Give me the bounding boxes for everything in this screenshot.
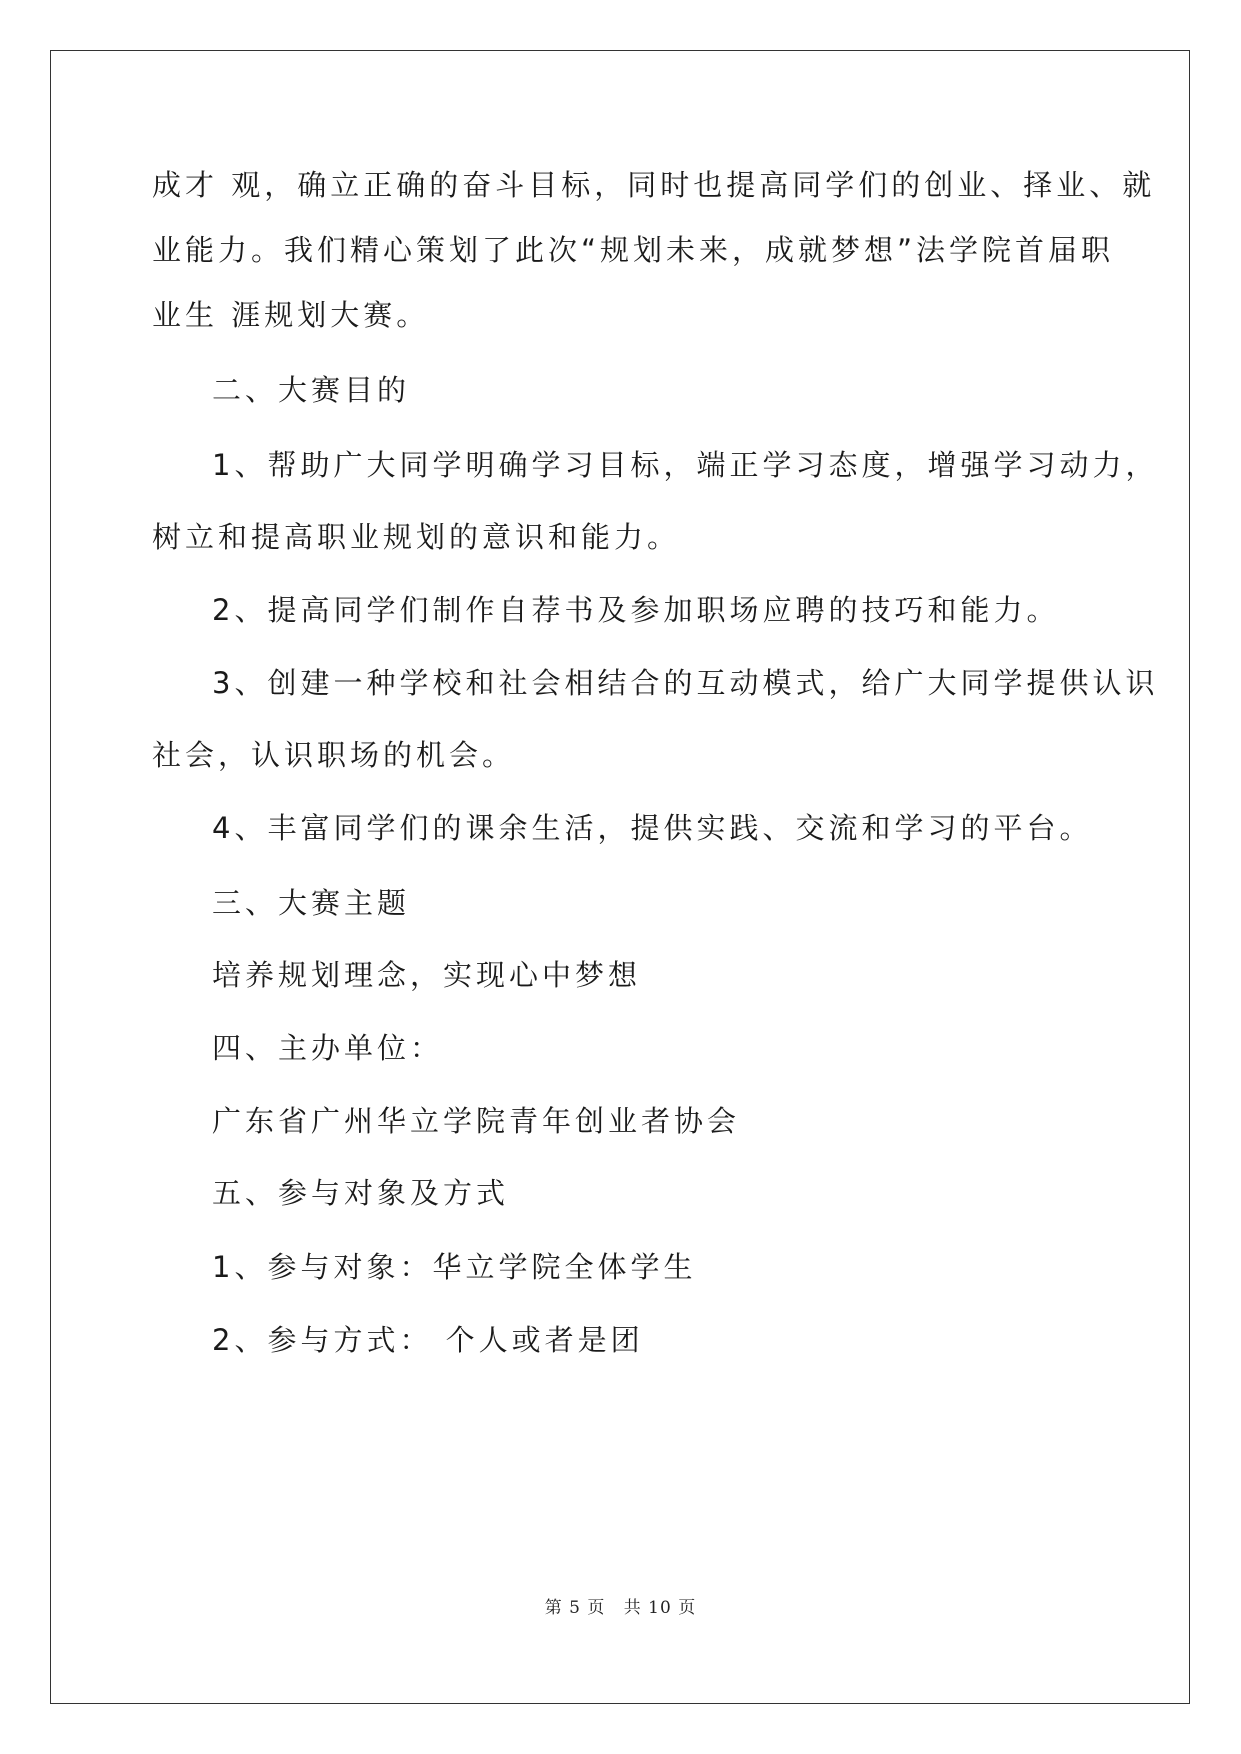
text-line: 培养规划理念，实现心中梦想 (212, 958, 642, 992)
text-line: 1、参与对象：华立学院全体学生 (212, 1250, 697, 1284)
text-line: 3、创建一种学校和社会相结合的互动模式，给广大同学提供认识 (212, 666, 1159, 700)
text-line: 业能力。我们精心策划了此次“规划未来，成就梦想”法学院首届职 (152, 233, 1115, 267)
text-line: 社会，认识职场的机会。 (152, 738, 516, 772)
text-line: 2、参与方式： 个人或者是团 (212, 1323, 644, 1357)
text-line: 2、提高同学们制作自荐书及参加职场应聘的技巧和能力。 (212, 593, 1060, 627)
page-footer (0, 1593, 1241, 1618)
text-line: 成才 观，确立正确的奋斗目标，同时也提高同学们的创业、择业、就 (152, 168, 1156, 202)
text-line: 4、丰富同学们的课余生活，提供实践、交流和学习的平台。 (212, 811, 1093, 845)
text-line: 业生 涯规划大赛。 (152, 298, 430, 332)
page-number: 第 5 页 (544, 1598, 606, 1618)
section-heading: 三、大赛主题 (212, 886, 411, 920)
section-heading: 五、参与对象及方式 (212, 1176, 510, 1210)
text-line: 树立和提高职业规划的意识和能力。 (152, 520, 681, 554)
section-heading: 四、主办单位： (212, 1031, 444, 1065)
text-line: 1、帮助广大同学明确学习目标，端正学习态度，增强学习动力， (212, 448, 1159, 482)
section-heading: 二、大赛目的 (212, 373, 411, 407)
page-total: 共 10 页 (623, 1598, 697, 1618)
text-line: 广东省广州华立学院青年创业者协会 (212, 1104, 741, 1138)
